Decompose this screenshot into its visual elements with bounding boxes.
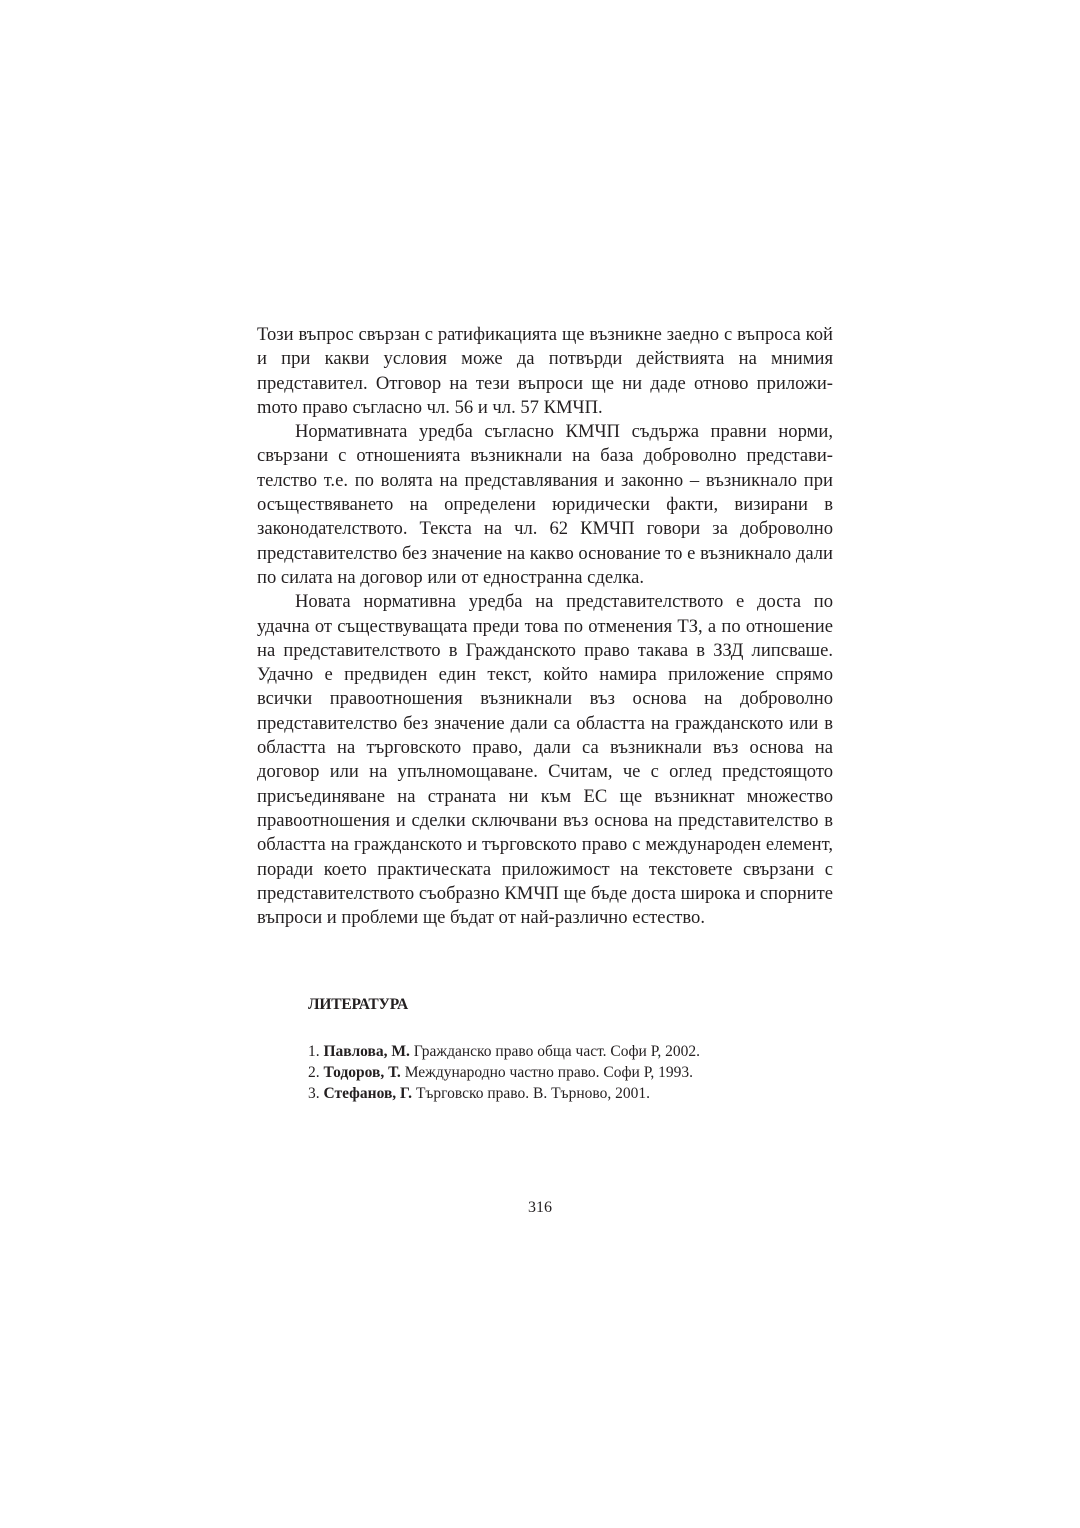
reference-title: Международно частно право. Софи Р, 1993. xyxy=(404,1064,694,1082)
reference-item xyxy=(308,1062,828,1083)
reference-title: Търговско право. В. Търново, 2001. xyxy=(415,1085,650,1103)
reference-number: 3. xyxy=(308,1085,320,1103)
reference-author: Тодоров, Т. xyxy=(323,1064,401,1082)
paragraph-1: Този въпрос свързан с ратификацията ще възникне заедно с въпроса кой и при какви условия може да потвърди действията на мнимия представител. Отговор на тези въпроси ще ни даде отново приложиmото право съгласно чл. 56 и чл. 57 КМЧП. xyxy=(257,324,833,418)
paragraph-3: Новата нормативна уредба на представителството е доста по удачна от съществуващата преди това по отменения ТЗ, а по отношение на представителството в Гражданското право такава в ЗЗД липсваше. Удачно е предвиден един текст, който намира приложение спрямо всички правоотношения възникнали въз основа на доброволно представителство без значение дали са областта на гражданското или в областта на търговското право, дали са възникнали въз основа на договор или на упълномощаване. Считам, че с оглед предстоящото присъединяване на страната ни към ЕС ще възникнат множество правоотношения и сделки сключвани въз основа на представителство в областта на гражданското и търговското право с международен елемент, поради което практическата приложимост на текстовете свързани с представителството съобразно КМЧП ще бъде доста широка и спорните въпроси и проблеми ще бъдат от най-различно естество. xyxy=(257,591,833,929)
reference-author: Павлова, М. xyxy=(323,1043,410,1060)
reference-item xyxy=(308,1083,828,1104)
reference-number: 2. xyxy=(308,1064,320,1082)
reference-title: Гражданско право обща част. Софи Р, 2002. xyxy=(413,1043,701,1060)
paragraph-2: Нормативната уредба съгласно КМЧП съдържа правни норми, свързани с отношенията възникнали на база доброволно представителство т.е. по волята на представлявания и законно – възникнало при осъществяването на определени юридически факти, визирани в законодателството. Текста на чл. 62 КМЧП говори за доброволно представителство без значение на какво основание то е възникнало дали по силата на договор или от едностранна сделка. xyxy=(257,421,833,588)
page-number: 316 xyxy=(528,1199,552,1216)
reference-list xyxy=(308,1041,828,1105)
reference-item xyxy=(308,1041,828,1062)
literature-heading: ЛИТЕРАТУРА xyxy=(308,996,408,1013)
reference-number: 1. xyxy=(308,1043,320,1060)
main-text-block xyxy=(257,323,833,930)
reference-author: Стефанов, Г. xyxy=(323,1085,413,1103)
